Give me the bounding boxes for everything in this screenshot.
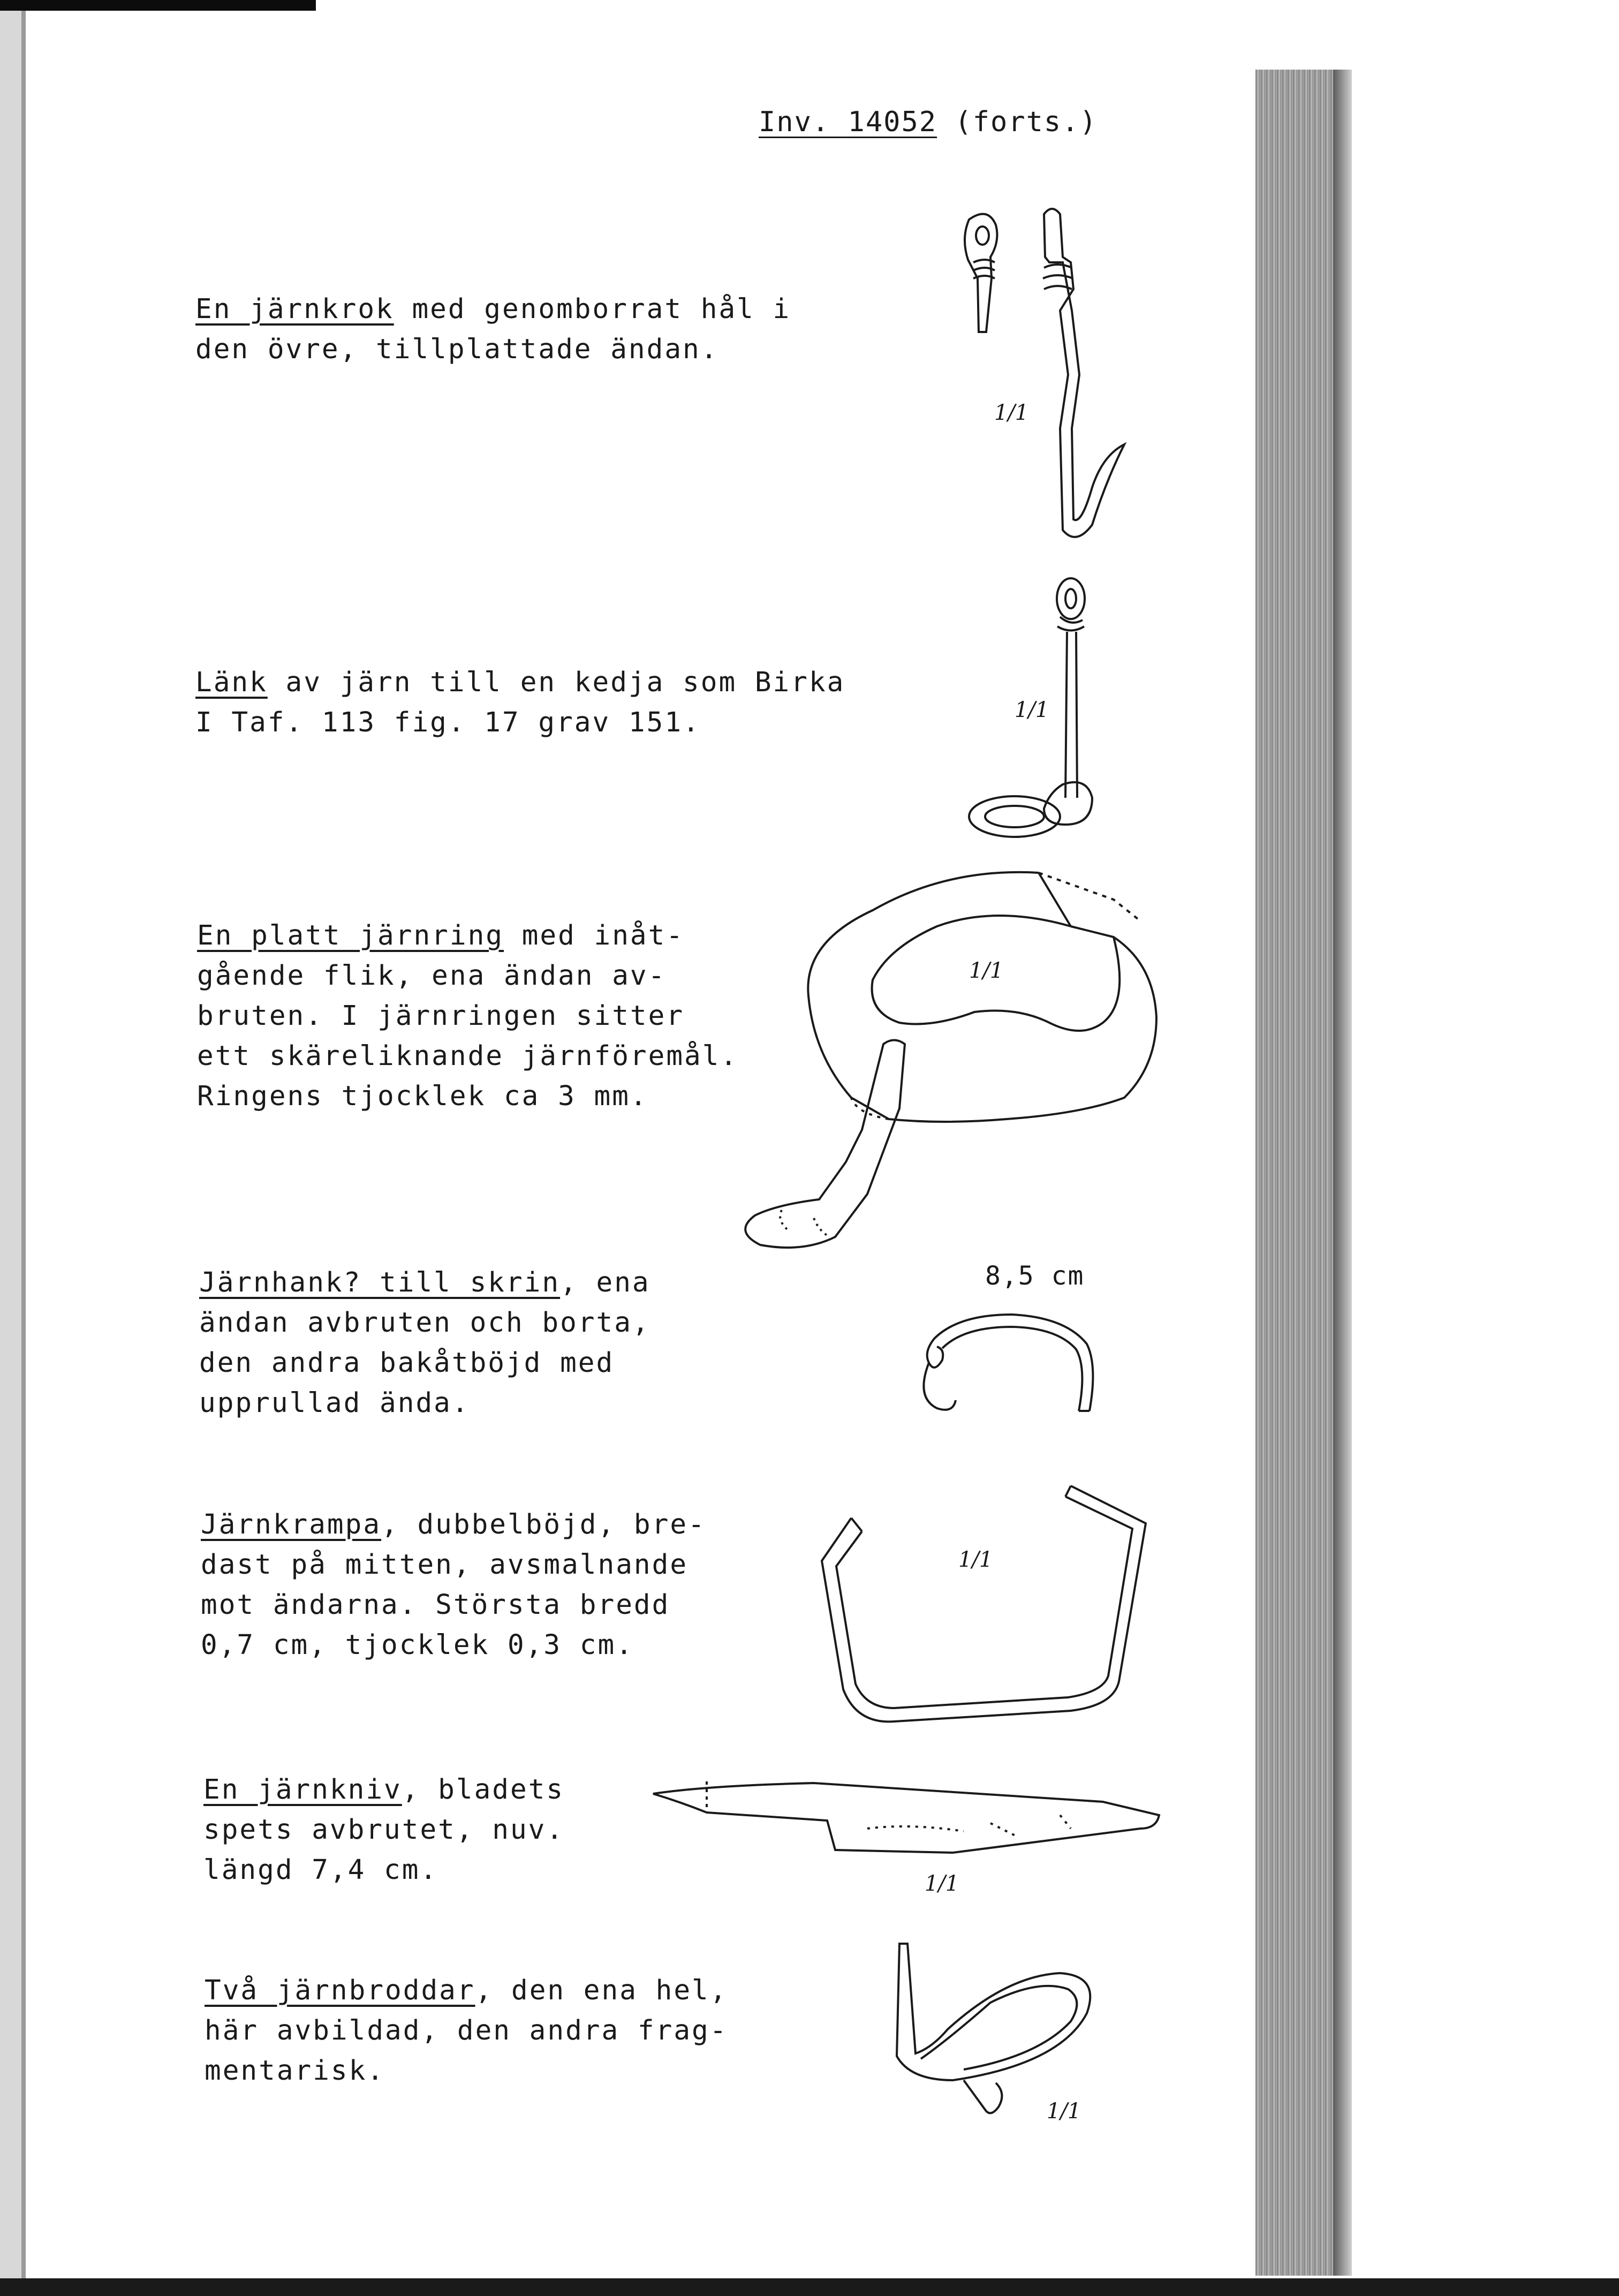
knife-illustration — [642, 1770, 1167, 1866]
entry-ring-line: Ringens tjocklek ca 3 mm. — [197, 1081, 648, 1112]
entry-ring-line: gående flik, ena ändan av- — [197, 960, 667, 992]
entry-ring-line: bruten. I järnringen sitter — [197, 1000, 685, 1032]
entry-handle-line: upprullad ända. — [199, 1387, 470, 1419]
entry-knife-lead: En järnkniv — [203, 1774, 402, 1806]
entry-ring-line: med inåt- — [503, 920, 685, 951]
chain-link-illustration — [964, 573, 1103, 846]
scale-label: 1/1 — [925, 1871, 959, 1896]
entry-knife-line: längd 7,4 cm. — [203, 1854, 438, 1886]
entry-hook — [195, 289, 791, 369]
entry-crampon-lead: Två järnbroddar — [205, 1975, 475, 2006]
entry-crampon — [205, 1970, 728, 2091]
scale-label: 1/1 — [969, 958, 1004, 983]
scan-binding-shadow — [21, 0, 26, 2296]
entry-staple-line: , dubbelböjd, bre- — [381, 1509, 706, 1540]
entry-handle-line: , ena — [560, 1267, 650, 1298]
entry-knife — [203, 1770, 564, 1890]
entry-ring-lead: En platt järnring — [197, 920, 504, 951]
book-page-edges — [1255, 70, 1333, 2276]
entry-hook-line: med genomborrat hål i — [394, 293, 791, 325]
scale-label: 1/1 — [994, 401, 1029, 425]
entry-handle-lead: Järnhank? till skrin — [199, 1267, 561, 1298]
header-inv-prefix: Inv. — [759, 106, 848, 138]
scan-bottom-border — [0, 2278, 1619, 2296]
entry-ring-line: ett skäreliknande järnföremål. — [197, 1040, 739, 1072]
scale-label: 1/1 — [1047, 2099, 1081, 2124]
entry-knife-line: , bladets — [402, 1774, 565, 1806]
header-inv-number: 14052 — [848, 106, 937, 138]
entry-handle-line: ändan avbruten och borta, — [199, 1307, 650, 1339]
entry-ring — [197, 916, 738, 1116]
entry-handle-line: den andra bakåtböjd med — [199, 1347, 615, 1379]
entry-staple-line: mot ändarna. Största bredd — [201, 1589, 670, 1621]
entry-crampon-line: , den ena hel, — [475, 1975, 728, 2006]
entry-staple-line: dast på mitten, avsmalnande — [201, 1549, 689, 1581]
header-inv-suffix: (forts.) — [937, 106, 1098, 138]
scan-top-border — [0, 0, 316, 11]
measure-label: 8,5 cm — [985, 1261, 1085, 1291]
staple-illustration — [803, 1454, 1156, 1732]
entry-hook-line: den övre, tillplattade ändan. — [195, 334, 719, 365]
page-header — [759, 106, 1098, 138]
hook-illustration — [953, 203, 1140, 557]
entry-hook-lead: En järnkrok — [195, 293, 394, 325]
flat-ring-illustration — [696, 862, 1178, 1274]
scale-label: 1/1 — [958, 1547, 993, 1572]
entry-staple-lead: Järnkrampa — [201, 1509, 382, 1540]
entry-staple-line: 0,7 cm, tjocklek 0,3 cm. — [201, 1629, 634, 1661]
entry-link-lead: Länk — [195, 667, 268, 698]
entry-link-line: av järn till en kedja som Birka — [267, 667, 845, 698]
crampon-illustration — [883, 1933, 1108, 2136]
entry-crampon-line: här avbildad, den andra frag- — [205, 2015, 728, 2046]
scale-label: 1/1 — [1015, 698, 1049, 722]
entry-crampon-line: mentarisk. — [205, 2055, 385, 2087]
entry-handle — [199, 1263, 650, 1423]
entry-link-line: I Taf. 113 fig. 17 grav 151. — [195, 707, 701, 738]
scan-left-edge — [0, 0, 21, 2296]
entry-staple — [201, 1505, 706, 1665]
handle-illustration — [905, 1285, 1103, 1424]
entry-link — [195, 662, 845, 743]
entry-knife-line: spets avbrutet, nuv. — [203, 1814, 565, 1846]
